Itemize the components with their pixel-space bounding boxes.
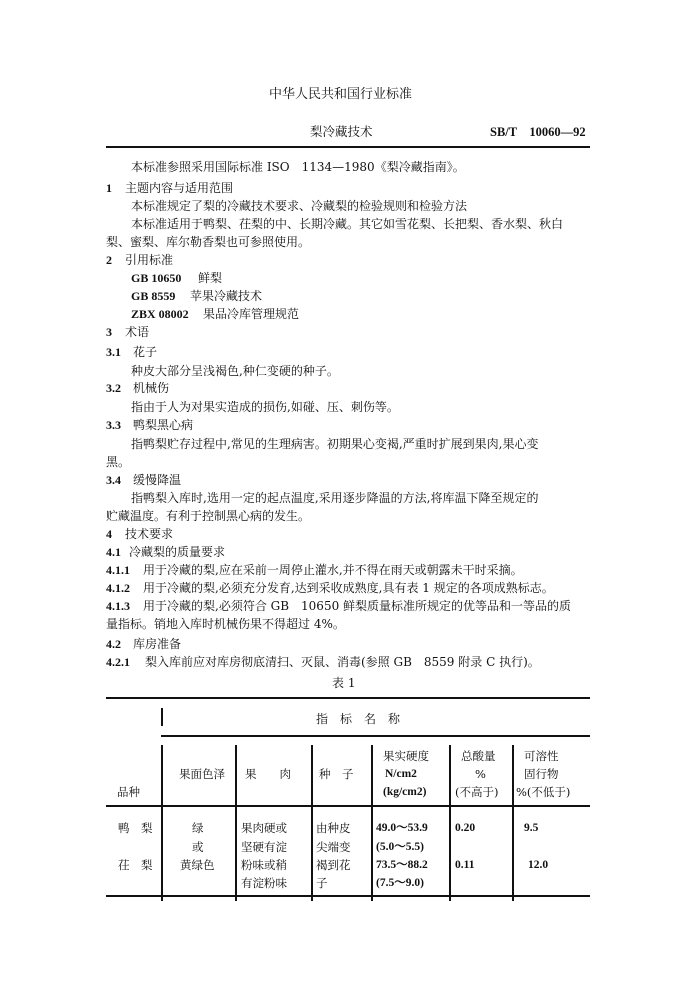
col-header-acid-unit: % bbox=[475, 767, 486, 781]
section-2-number: 2 bbox=[106, 253, 112, 267]
clause-4-1-2-body: 用于冷藏的梨,必须充分发育,达到采收成熟度,具有表 1 规定的各项成熟标志。 bbox=[143, 581, 554, 595]
table-col-divider bbox=[371, 745, 373, 901]
section-2-title: 引用标准 bbox=[125, 253, 174, 267]
section-3-title: 术语 bbox=[125, 325, 150, 339]
term-3-3-body-b: 黑。 bbox=[106, 455, 131, 469]
term-3-3-number: 3.3 bbox=[106, 418, 121, 432]
table-cell-solids: 9.5 bbox=[524, 822, 539, 834]
table-caption: 表 1 bbox=[332, 676, 356, 690]
table-header-rule bbox=[106, 805, 590, 807]
term-3-4-number: 3.4 bbox=[106, 473, 121, 487]
clause-4-1-title: 冷藏梨的质量要求 bbox=[129, 545, 226, 559]
table-col-divider bbox=[161, 745, 163, 901]
table-cell-firmness: (5.0～5.5) bbox=[376, 841, 424, 853]
reference-name: 苹果冷藏技术 bbox=[190, 289, 263, 303]
term-3-4-body-b: 贮藏温度。有利于控制黑心病的发生。 bbox=[106, 509, 311, 523]
term-3-1-body: 种皮大部分呈浅褐色,种仁变硬的种子。 bbox=[131, 364, 339, 378]
section-1-paragraph-2a: 本标准适用于鸭梨、茌梨的中、长期冷藏。其它如雪花梨、长把梨、香水梨、秋白 bbox=[131, 217, 564, 231]
table-bottom-rule bbox=[106, 895, 590, 897]
col-header-firmness-unit: N/cm2 bbox=[385, 768, 417, 780]
table-col-divider bbox=[311, 745, 313, 901]
term-3-2-body: 指由于人为对果实造成的损伤,如碰、压、刺伤等。 bbox=[131, 400, 399, 414]
section-1-title: 主题内容与适用范围 bbox=[125, 181, 234, 195]
clause-4-1-3-number: 4.1.3 bbox=[106, 599, 130, 613]
intro-paragraph: 本标准参照采用国际标准 ISO 1134—1980《梨冷藏指南》。 bbox=[131, 160, 465, 174]
term-3-3-body-a: 指鸭梨贮存过程中,常见的生理病害。初期果心变褐,严重时扩展到果肉,果心变 bbox=[131, 437, 539, 451]
reference-code: ZBX 08002 bbox=[131, 307, 189, 321]
table-cell-acid: 0.20 bbox=[455, 822, 476, 834]
clause-4-1-1-number: 4.1.1 bbox=[106, 563, 130, 577]
table-cell-flesh: 果肉硬或 bbox=[241, 821, 287, 835]
clause-4-2-1-number: 4.2.1 bbox=[106, 655, 130, 669]
section-1-paragraph-1: 本标准规定了梨的冷藏技术要求、冷藏梨的检验规则和检验方法 bbox=[131, 199, 468, 213]
term-3-4-body-a: 指鸭梨入库时,选用一定的起点温度,采用逐步降温的方法,将库温下降至规定的 bbox=[131, 491, 539, 505]
term-3-1-title: 花子 bbox=[133, 345, 158, 359]
clause-4-1-number: 4.1 bbox=[106, 545, 121, 559]
header-rule bbox=[106, 146, 590, 148]
term-3-4-title: 缓慢降温 bbox=[133, 473, 182, 487]
section-3-number: 3 bbox=[106, 325, 112, 339]
col-header-color: 果面色泽 bbox=[179, 767, 225, 781]
table-col-divider bbox=[449, 745, 451, 901]
clause-4-2-1-body: 梨入库前应对库房彻底清扫、灭鼠、消毒(参照 GB 8559 附录 C 执行)。 bbox=[145, 655, 540, 669]
table-col-divider bbox=[161, 708, 163, 726]
clause-4-2-title: 库房准备 bbox=[133, 637, 182, 651]
col-header-acid: 总酸量 bbox=[461, 749, 496, 763]
table-cell-acid: 0.11 bbox=[455, 859, 475, 871]
table-group-rule bbox=[161, 735, 590, 737]
section-4-title: 技术要求 bbox=[125, 527, 174, 541]
reference-name: 果品冷库管理规范 bbox=[203, 307, 300, 321]
table-cell-seed: 尖端变 bbox=[316, 840, 351, 854]
col-header-solids-2: 固行物 bbox=[524, 767, 559, 781]
table-cell-firmness: 49.0～53.9 bbox=[376, 822, 428, 834]
table-cell-color: 黄绿色 bbox=[180, 858, 215, 872]
clause-4-2-number: 4.2 bbox=[106, 637, 121, 651]
document-title: 梨冷藏技术 bbox=[310, 124, 373, 139]
term-3-2-title: 机械伤 bbox=[133, 381, 170, 395]
col-header-solids: 可溶性 bbox=[524, 749, 559, 763]
col-header-flesh: 果 肉 bbox=[245, 767, 291, 781]
term-3-1-number: 3.1 bbox=[106, 345, 121, 359]
table-cell-seed: 褐到花 bbox=[316, 858, 351, 872]
table-cell-flesh: 有淀粉味 bbox=[241, 876, 287, 890]
clause-4-1-3-body-a: 用于冷藏的梨,必须符合 GB 10650 鲜梨质量标准所规定的优等品和一等品的质 bbox=[143, 599, 572, 613]
table-cell-firmness: (7.5～9.0) bbox=[376, 877, 424, 889]
clause-4-1-1-body: 用于冷藏的梨,应在采前一周停止灌水,并不得在雨天或朝露未干时采摘。 bbox=[143, 563, 523, 577]
reference-code: GB 10650 bbox=[131, 271, 182, 285]
clause-4-1-3-body-b: 量指标。销地入库时机械伤果不得超过 4%。 bbox=[106, 617, 345, 631]
table-cell-variety: 茌 梨 bbox=[118, 858, 153, 872]
table-top-rule bbox=[106, 697, 590, 699]
table-cell-solids: 12.0 bbox=[528, 859, 549, 871]
col-header-firmness: 果实硬度 bbox=[383, 749, 429, 763]
reference-name: 鲜梨 bbox=[198, 271, 223, 285]
clause-4-1-2-number: 4.1.2 bbox=[106, 581, 130, 595]
col-header-seed: 种 子 bbox=[319, 767, 354, 781]
table-group-header: 指 标 名 称 bbox=[316, 712, 401, 726]
col-header-firmness-unit-alt: (kg/cm2) bbox=[383, 786, 427, 798]
term-3-2-number: 3.2 bbox=[106, 381, 121, 395]
table-cell-seed: 子 bbox=[316, 876, 328, 890]
table-cell-flesh: 粉味或稍 bbox=[241, 858, 287, 872]
table-cell-seed: 由种皮 bbox=[316, 821, 351, 835]
standard-code: SB/T 10060—92 bbox=[490, 125, 586, 139]
col-header-solids-limit: %(不低于) bbox=[516, 785, 571, 799]
section-1-number: 1 bbox=[106, 181, 112, 195]
term-3-3-title: 鸭梨黑心病 bbox=[133, 418, 194, 432]
document-org-title: 中华人民共和国行业标准 bbox=[269, 87, 413, 102]
table-cell-firmness: 73.5～88.2 bbox=[376, 859, 428, 871]
table-col-divider bbox=[512, 745, 514, 901]
section-1-paragraph-2b: 梨、蜜梨、库尔勒香梨也可参照使用。 bbox=[106, 235, 311, 249]
col-header-variety: 品种 bbox=[117, 785, 140, 799]
col-header-acid-limit: (不高于) bbox=[455, 785, 499, 799]
table-cell-flesh: 坚硬有淀 bbox=[241, 840, 287, 854]
table-cell-variety: 鸭 梨 bbox=[118, 821, 153, 835]
table-cell-color: 或 bbox=[192, 840, 204, 854]
reference-code: GB 8559 bbox=[131, 289, 176, 303]
section-4-number: 4 bbox=[106, 527, 112, 541]
table-cell-color: 绿 bbox=[192, 821, 204, 835]
table-col-divider bbox=[235, 745, 237, 901]
